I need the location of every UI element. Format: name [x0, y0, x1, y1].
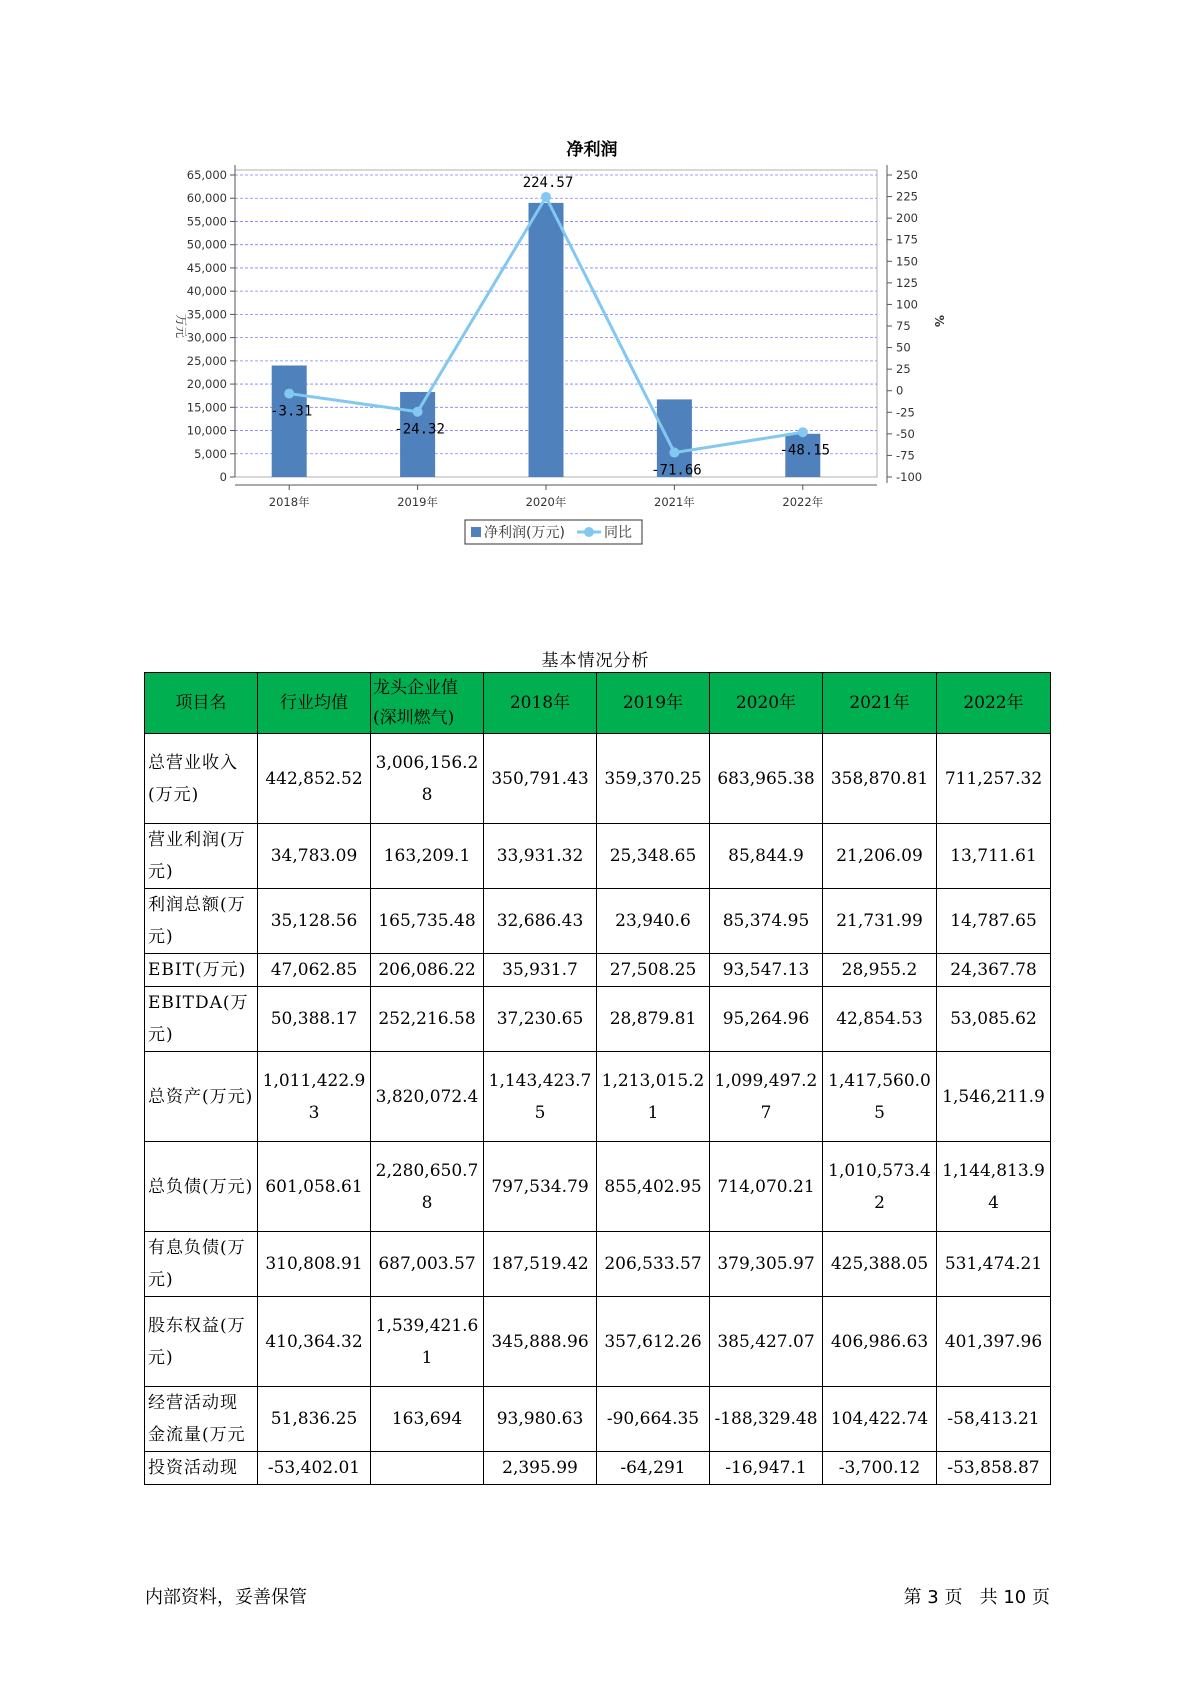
value-cell: 206,086.22	[371, 954, 484, 987]
value-cell: -53,858.87	[937, 1452, 1051, 1485]
value-cell: 2,280,650.78	[371, 1142, 484, 1232]
y2-tick-label: 125	[896, 275, 918, 290]
y2-axis-title: %	[932, 314, 946, 328]
value-cell: 385,427.07	[710, 1297, 823, 1387]
table-header-row	[145, 673, 1051, 734]
value-cell: 1,010,573.42	[823, 1142, 937, 1232]
y-tick-label: 35,000	[186, 307, 227, 322]
value-cell: 1,417,560.05	[823, 1052, 937, 1142]
value-cell: 95,264.96	[710, 987, 823, 1052]
y2-tick-label: -100	[896, 470, 923, 484]
table-row	[145, 1452, 1051, 1485]
value-cell: 50,388.17	[258, 987, 371, 1052]
value-cell: 85,374.95	[710, 889, 823, 954]
value-cell: 25,348.65	[597, 824, 710, 889]
value-cell: 2,395.99	[484, 1452, 597, 1485]
y-tick-label: 50,000	[186, 237, 227, 252]
table-row	[145, 734, 1051, 824]
yoy-data-label: 224.57	[522, 174, 574, 191]
value-cell: 3,006,156.28	[371, 734, 484, 824]
row-label-cell: 利润总额(万元)	[145, 889, 258, 954]
y2-tick-label: 250	[896, 168, 918, 182]
value-cell: 34,783.09	[258, 824, 371, 889]
value-cell: 13,711.61	[937, 824, 1051, 889]
value-cell: 601,058.61	[258, 1142, 371, 1232]
y-tick-label: 0	[219, 470, 227, 484]
value-cell: 310,808.91	[258, 1232, 371, 1297]
value-cell: 714,070.21	[710, 1142, 823, 1232]
chart-svg	[150, 130, 1050, 600]
value-cell: 33,931.32	[484, 824, 597, 889]
table-header-cell: 2021年	[823, 673, 937, 734]
value-cell: 37,230.65	[484, 987, 597, 1052]
row-label-cell: 经营活动现金流量(万元	[145, 1387, 258, 1452]
value-cell: -16,947.1	[710, 1452, 823, 1485]
legend-line-label: 同比	[604, 525, 632, 541]
yoy-point	[284, 389, 294, 399]
value-cell: 855,402.95	[597, 1142, 710, 1232]
y-tick-label: 15,000	[186, 400, 227, 415]
row-label-cell: EBITDA(万元)	[145, 987, 258, 1052]
row-label-cell: 总负债(万元)	[145, 1142, 258, 1232]
bar	[529, 203, 564, 477]
value-cell: -64,291	[597, 1452, 710, 1485]
table-header-cell: 2019年	[597, 673, 710, 734]
yoy-data-label: -24.32	[394, 421, 445, 438]
y-tick-label: 10,000	[186, 423, 227, 438]
table-caption: 基本情况分析	[541, 651, 650, 671]
value-cell: 14,787.65	[937, 889, 1051, 954]
x-tick-label: 2022年	[782, 495, 824, 509]
value-cell: 797,534.79	[484, 1142, 597, 1232]
y-axis-title: 万元	[174, 313, 188, 339]
y-tick-label: 65,000	[186, 168, 227, 182]
legend-bar-label: 净利润(万元)	[484, 525, 565, 541]
value-cell: 425,388.05	[823, 1232, 937, 1297]
bar	[272, 365, 307, 477]
footer-page-number: 第 3 页 共 10 页	[903, 1587, 1050, 1608]
value-cell: 163,209.1	[371, 824, 484, 889]
legend-line-marker	[584, 527, 594, 537]
value-cell: -58,413.21	[937, 1387, 1051, 1452]
value-cell: 1,546,211.9	[937, 1052, 1051, 1142]
y2-tick-label: 25	[896, 362, 911, 377]
y-tick-label: 20,000	[186, 377, 227, 392]
y2-tick-label: -25	[896, 405, 915, 420]
value-cell: 379,305.97	[710, 1232, 823, 1297]
value-cell: 21,206.09	[823, 824, 937, 889]
value-cell: -53,402.01	[258, 1452, 371, 1485]
yoy-data-label: -71.66	[651, 462, 702, 479]
y-tick-label: 25,000	[186, 353, 227, 368]
y-tick-label: 5,000	[194, 446, 227, 461]
y-tick-label: 55,000	[186, 214, 227, 229]
y2-tick-label: 75	[896, 319, 911, 333]
yoy-point	[541, 192, 551, 202]
chart-legend	[465, 520, 642, 544]
table-row	[145, 1052, 1051, 1142]
value-cell: 24,367.78	[937, 954, 1051, 987]
x-tick-label: 2019年	[397, 495, 438, 509]
legend-bar-swatch	[471, 527, 481, 537]
y2-tick-label: 200	[896, 211, 918, 226]
row-label-cell: EBIT(万元)	[145, 954, 258, 987]
value-cell: 406,986.63	[823, 1297, 937, 1387]
y-tick-label: 30,000	[186, 330, 227, 345]
table-header-cell: 2020年	[710, 673, 823, 734]
value-cell: 357,612.26	[597, 1297, 710, 1387]
value-cell	[371, 1452, 484, 1485]
table-header-cell: 行业均值	[258, 673, 371, 734]
x-tick-label: 2018年	[268, 495, 310, 509]
value-cell: 28,955.2	[823, 954, 937, 987]
table-row	[145, 1232, 1051, 1297]
value-cell: 3,820,072.4	[371, 1052, 484, 1142]
table-row	[145, 954, 1051, 987]
y2-tick-label: 225	[896, 189, 918, 204]
table-row	[145, 1387, 1051, 1452]
row-label-cell: 总营业收入(万元)	[145, 734, 258, 824]
row-label-cell: 有息负债(万元)	[145, 1232, 258, 1297]
value-cell: 359,370.25	[597, 734, 710, 824]
y2-tick-label: 0	[896, 383, 904, 398]
value-cell: 350,791.43	[484, 734, 597, 824]
value-cell: 1,099,497.27	[710, 1052, 823, 1142]
x-tick-label: 2021年	[654, 495, 695, 509]
table-header-cell: 项目名	[145, 673, 258, 734]
y-tick-label: 40,000	[186, 284, 227, 299]
table-row	[145, 824, 1051, 889]
row-label-cell: 投资活动现	[145, 1452, 258, 1485]
value-cell: 1,011,422.93	[258, 1052, 371, 1142]
yoy-data-label: -48.15	[779, 442, 831, 459]
value-cell: 531,474.21	[937, 1232, 1051, 1297]
value-cell: 206,533.57	[597, 1232, 710, 1297]
value-cell: 93,980.63	[484, 1387, 597, 1452]
yoy-data-label: -3.31	[270, 403, 313, 420]
value-cell: 35,128.56	[258, 889, 371, 954]
y2-tick-label: 100	[896, 297, 918, 312]
value-cell: 104,422.74	[823, 1387, 937, 1452]
y2-tick-label: 50	[896, 340, 911, 355]
table-body	[145, 734, 1051, 1485]
table-row	[145, 1142, 1051, 1232]
value-cell: 401,397.96	[937, 1297, 1051, 1387]
value-cell: 187,519.42	[484, 1232, 597, 1297]
value-cell: 93,547.13	[710, 954, 823, 987]
y2-tick-label: -75	[896, 448, 915, 463]
y2-tick-label: -50	[896, 426, 915, 441]
value-cell: 1,143,423.75	[484, 1052, 597, 1142]
value-cell: 1,144,813.94	[937, 1142, 1051, 1232]
net-profit-chart	[150, 130, 1050, 600]
value-cell: 711,257.32	[937, 734, 1051, 824]
value-cell: 1,539,421.61	[371, 1297, 484, 1387]
row-label-cell: 总资产(万元)	[145, 1052, 258, 1142]
value-cell: -3,700.12	[823, 1452, 937, 1485]
value-cell: -90,664.35	[597, 1387, 710, 1452]
y-tick-label: 45,000	[186, 260, 227, 275]
value-cell: 345,888.96	[484, 1297, 597, 1387]
table-header-cell: 2018年	[484, 673, 597, 734]
value-cell: 163,694	[371, 1387, 484, 1452]
value-cell: 165,735.48	[371, 889, 484, 954]
analysis-table	[144, 672, 1051, 1485]
value-cell: 53,085.62	[937, 987, 1051, 1052]
value-cell: 21,731.99	[823, 889, 937, 954]
value-cell: 23,940.6	[597, 889, 710, 954]
y2-tick-label: 150	[896, 254, 918, 269]
chart-bars	[272, 203, 821, 477]
value-cell: 687,003.57	[371, 1232, 484, 1297]
table-row	[145, 889, 1051, 954]
value-cell: 32,686.43	[484, 889, 597, 954]
row-label-cell: 营业利润(万元)	[145, 824, 258, 889]
y-tick-label: 60,000	[186, 191, 227, 206]
table-header-cell: 2022年	[937, 673, 1051, 734]
chart-title: 净利润	[566, 140, 618, 160]
y2-tick-label: 175	[896, 232, 918, 247]
value-cell: 27,508.25	[597, 954, 710, 987]
value-cell: 410,364.32	[258, 1297, 371, 1387]
table-row	[145, 1297, 1051, 1387]
value-cell: 442,852.52	[258, 734, 371, 824]
value-cell: 358,870.81	[823, 734, 937, 824]
value-cell: 35,931.7	[484, 954, 597, 987]
table-row	[145, 987, 1051, 1052]
row-label-cell: 股东权益(万元)	[145, 1297, 258, 1387]
yoy-point	[413, 407, 423, 417]
table-header-cell: 龙头企业值(深圳燃气)	[371, 673, 484, 734]
x-tick-label: 2020年	[525, 495, 567, 509]
value-cell: 252,216.58	[371, 987, 484, 1052]
value-cell: 85,844.9	[710, 824, 823, 889]
value-cell: 51,836.25	[258, 1387, 371, 1452]
yoy-point	[669, 448, 679, 458]
value-cell: 1,213,015.21	[597, 1052, 710, 1142]
value-cell: 28,879.81	[597, 987, 710, 1052]
value-cell: -188,329.48	[710, 1387, 823, 1452]
value-cell: 42,854.53	[823, 987, 937, 1052]
yoy-point	[798, 427, 808, 437]
value-cell: 47,062.85	[258, 954, 371, 987]
value-cell: 683,965.38	[710, 734, 823, 824]
footer-confidential-note: 内部资料，妥善保管	[145, 1587, 307, 1608]
